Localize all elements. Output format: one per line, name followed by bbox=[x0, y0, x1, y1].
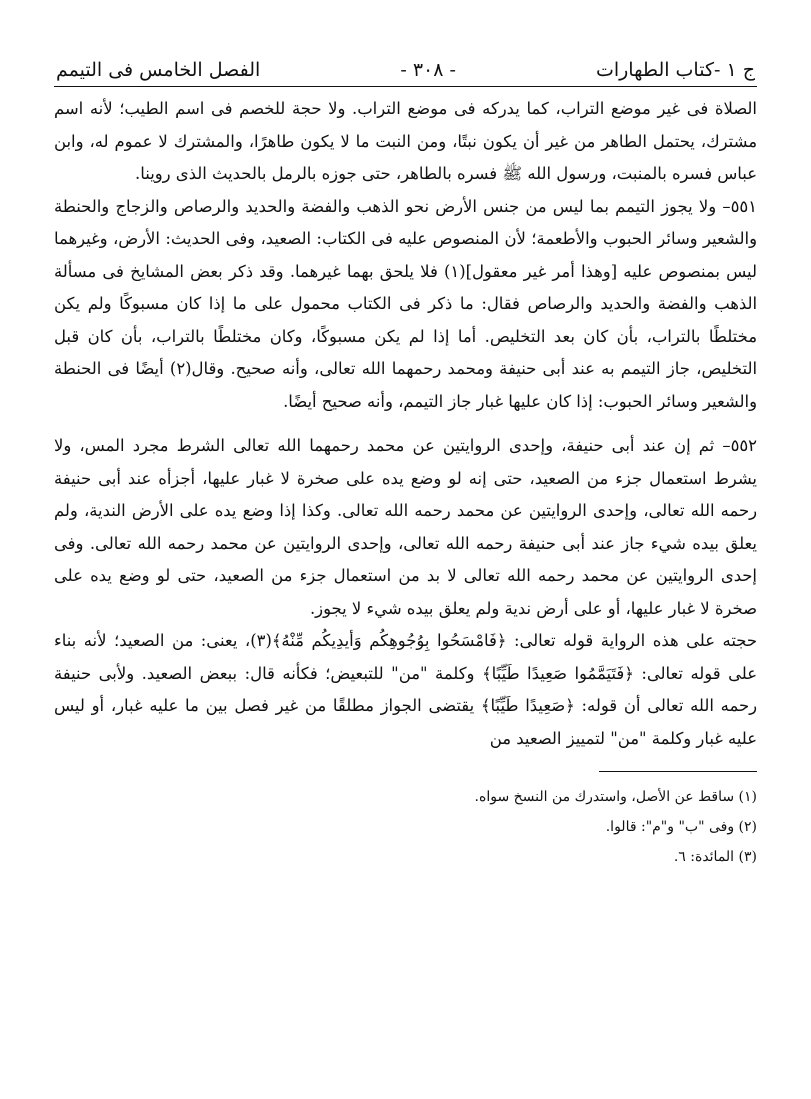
paragraph-continuation: الصلاة فى غير موضع التراب، كما يدركه فى موضع التراب. ولا حجة للخصم فى اسم الطيب؛ لأنه اسم مشترك، يحتمل الطاهر من غير أن يكون نبتًا، ومن النبت ما لا يكون طاهرًا، والمشترك لا عموم له، وابن عباس فسره بالمنبت، ورسول الله ﷺ فسره بالطاهر، حتى جوزه بالرمل بالحديث الذى روينا. bbox=[54, 99, 757, 183]
main-text bbox=[50, 87, 761, 755]
paragraph-551: ٥٥١– ولا يجوز التيمم بما ليس من جنس الأرض نحو الذهب والفضة والحديد والرصاص والزجاج والحنطة والشعير وسائر الحبوب والأطعمة؛ لأن المنصوص عليه فى الكتاب: الصعيد، وفى الحديث: الأرض، وغيرهما ليس بمنصوص عليه [وهذا أمر غير معقول](١) فلا يلحق بهما غيرهما. وقد ذكر بعض المشايخ فى مسألة الذهب والفضة والحديد والرصاص فقال: ما ذكر فى الكتاب محمول على ما إذا كان مسبوكًا ولم يكن مختلطًا بالتراب، بأن كان بعد التخليص. أما إذا لم يكن مسبوكًا، وكان مختلطًا بالتراب، بأن كان قبل التخليص، جاز التيمم به عند أبى حنيفة ومحمد رحمهما الله تعالى، وأنه صحيح. وقال(٢) أيضًا فى الحنطة والشعير وسائر الحبوب: إذا كان عليها غبار جاز التيمم، وأنه صحيح أيضًا. bbox=[54, 196, 757, 411]
paragraph-argument: حجته على هذه الرواية قوله تعالى: ﴿فَامْسَحُوا بِوُجُوهِكُم وَأيدِيكُم مِّنْهُ﴾(٣)، يعنى: من الصعيد؛ لأنه بناء على قوله تعالى: ﴿فَتَيَمَّمُوا صَعِيدًا طَيِّبًا﴾ وكلمة "من" للتبعيض؛ فكأنه قال: ببعض الصعيد. ولأبى حنيفة رحمه الله تعالى أن قوله: ﴿صَعِيدًا طَيِّبًا﴾ يقتضى الجواز مطلقًا من غير فصل بين ما عليه غبار، أو ليس عليه غبار وكلمة "من" لتمييز الصعيد من bbox=[54, 631, 757, 748]
footnotes bbox=[50, 782, 761, 872]
paragraph-552: ٥٥٢– ثم إن عند أبى حنيفة، وإحدى الروايتين عن محمد رحمهما الله تعالى الشرط مجرد المس، ولا يشرط استعمال جزء من الصعيد، حتى إنه لو وضع يده على صخرة لا غبار عليها، أجزأه عند أبى حنيفة رحمه الله تعالى، وإحدى الروايتين عن محمد رحمه الله تعالى. وكذا إذا وضع يده على الأرض الندية، ولم يعلق بيده شيء جاز عند أبى حنيفة رحمه الله تعالى، وإحدى الروايتين عن محمد رحمه الله تعالى. وفى إحدى الروايتين عن محمد رحمه الله تعالى لا بد من استعمال جزء من الصعيد، حتى لو وضع يده على صخرة لا غبار عليها، أو على أرض ندية ولم يعلق بيده شيء لا يجوز. bbox=[54, 436, 757, 618]
footnote-rule bbox=[599, 771, 757, 772]
footnote-2: (٢) وفى "ب" و"م": قالوا. bbox=[605, 819, 757, 835]
running-header bbox=[50, 58, 761, 86]
header-chapter-title: الفصل الخامس فى التيمم bbox=[56, 59, 261, 81]
page-number: - ٣٠٨ - bbox=[400, 59, 456, 81]
paragraph-gap bbox=[54, 418, 757, 430]
footnote-1: (١) ساقط عن الأصل، واستدرك من النسخ سواه. bbox=[474, 789, 757, 805]
header-volume-title: ج ١ -كتاب الطهارات bbox=[595, 59, 755, 81]
footnote-3: (٣) المائدة: ٦. bbox=[673, 849, 757, 865]
